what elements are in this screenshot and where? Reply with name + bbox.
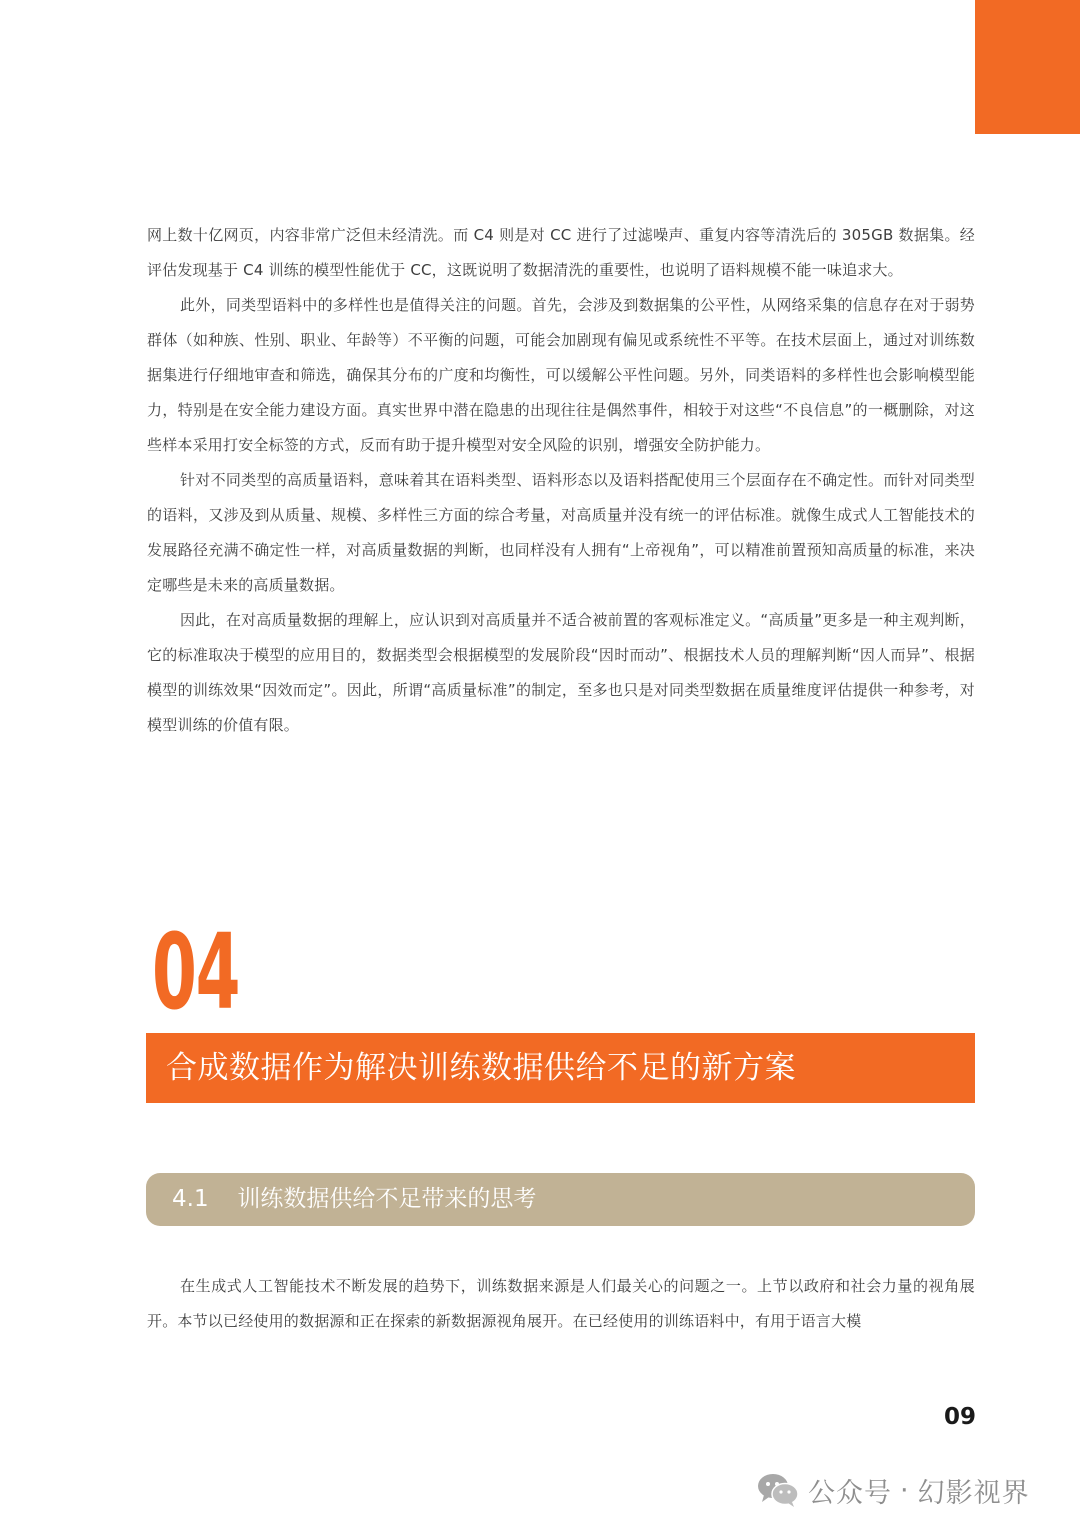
watermark bbox=[756, 1472, 1030, 1508]
chapter-title: 合成数据作为解决训练数据供给不足的新方案 bbox=[166, 1050, 796, 1086]
page-number: 09 bbox=[944, 1404, 977, 1430]
section-header bbox=[146, 1173, 975, 1226]
corner-accent-block bbox=[975, 0, 1080, 134]
watermark-name: 幻影视界 bbox=[917, 1477, 1030, 1509]
wechat-icon bbox=[756, 1472, 800, 1508]
watermark-separator: · bbox=[900, 1474, 910, 1506]
body-text-upper bbox=[147, 218, 975, 743]
chapter-number: 04 bbox=[152, 911, 240, 1033]
paragraph-uncertainty: 针对不同类型的高质量语料，意味着其在语料类型、语料形态以及语料搭配使用三个层面存在不确定性。而针对同类型的语料，又涉及到从质量、规模、多样性三方面的综合考量，对高质量并没有统一的评估标准。就像生成式人工智能技术的发展路径充满不确定性一样，对高质量数据的判断，也同样没有人拥有“上帝视角”，可以精准前置预知高质量的标准，来决定哪些是未来的高质量数据。 bbox=[147, 471, 975, 594]
chapter-title-banner bbox=[146, 1033, 975, 1103]
section-title: 训练数据供给不足带来的思考 bbox=[237, 1186, 537, 1212]
paragraph-continued: 网上数十亿网页，内容非常广泛但未经清洗。而 C4 则是对 CC 进行了过滤噪声、重复内容等清洗后的 305GB 数据集。经评估发现基于 C4 训练的模型性能优于 CC，这既说明了数据清洗的重要性，也说明了语料规模不能一味追求大。 bbox=[147, 226, 975, 279]
paragraph-conclusion: 因此，在对高质量数据的理解上，应认识到对高质量并不适合被前置的客观标准定义。“高质量”更多是一种主观判断，它的标准取决于模型的应用目的，数据类型会根据模型的发展阶段“因时而动”、根据技术人员的理解判断“因人而异”、根据模型的训练效果“因效而定”。因此，所谓“高质量标准”的制定，至多也只是对同类型数据在质量维度评估提供一种参考，对模型训练的价值有限。 bbox=[147, 611, 975, 734]
watermark-account: 公众号 bbox=[808, 1477, 892, 1509]
body-text-lower bbox=[147, 1269, 975, 1339]
paragraph-section-intro: 在生成式人工智能技术不断发展的趋势下，训练数据来源是人们最关心的问题之一。上节以政府和社会力量的视角展开。本节以已经使用的数据源和正在探索的新数据源视角展开。在已经使用的训练语料中，有用于语言大模 bbox=[147, 1277, 975, 1330]
paragraph-diversity: 此外，同类型语料中的多样性也是值得关注的问题。首先，会涉及到数据集的公平性，从网络采集的信息存在对于弱势群体（如种族、性别、职业、年龄等）不平衡的问题，可能会加剧现有偏见或系统性不平等。在技术层面上，通过对训练数据集进行仔细地审查和筛选，确保其分布的广度和均衡性，可以缓解公平性问题。另外，同类语料的多样性也会影响模型能力，特别是在安全能力建设方面。真实世界中潜在隐患的出现往往是偶然事件，相较于对这些“不良信息”的一概删除，对这些样本采用打安全标签的方式，反而有助于提升模型对安全风险的识别，增强安全防护能力。 bbox=[147, 296, 975, 454]
section-number: 4.1 bbox=[172, 1186, 209, 1212]
